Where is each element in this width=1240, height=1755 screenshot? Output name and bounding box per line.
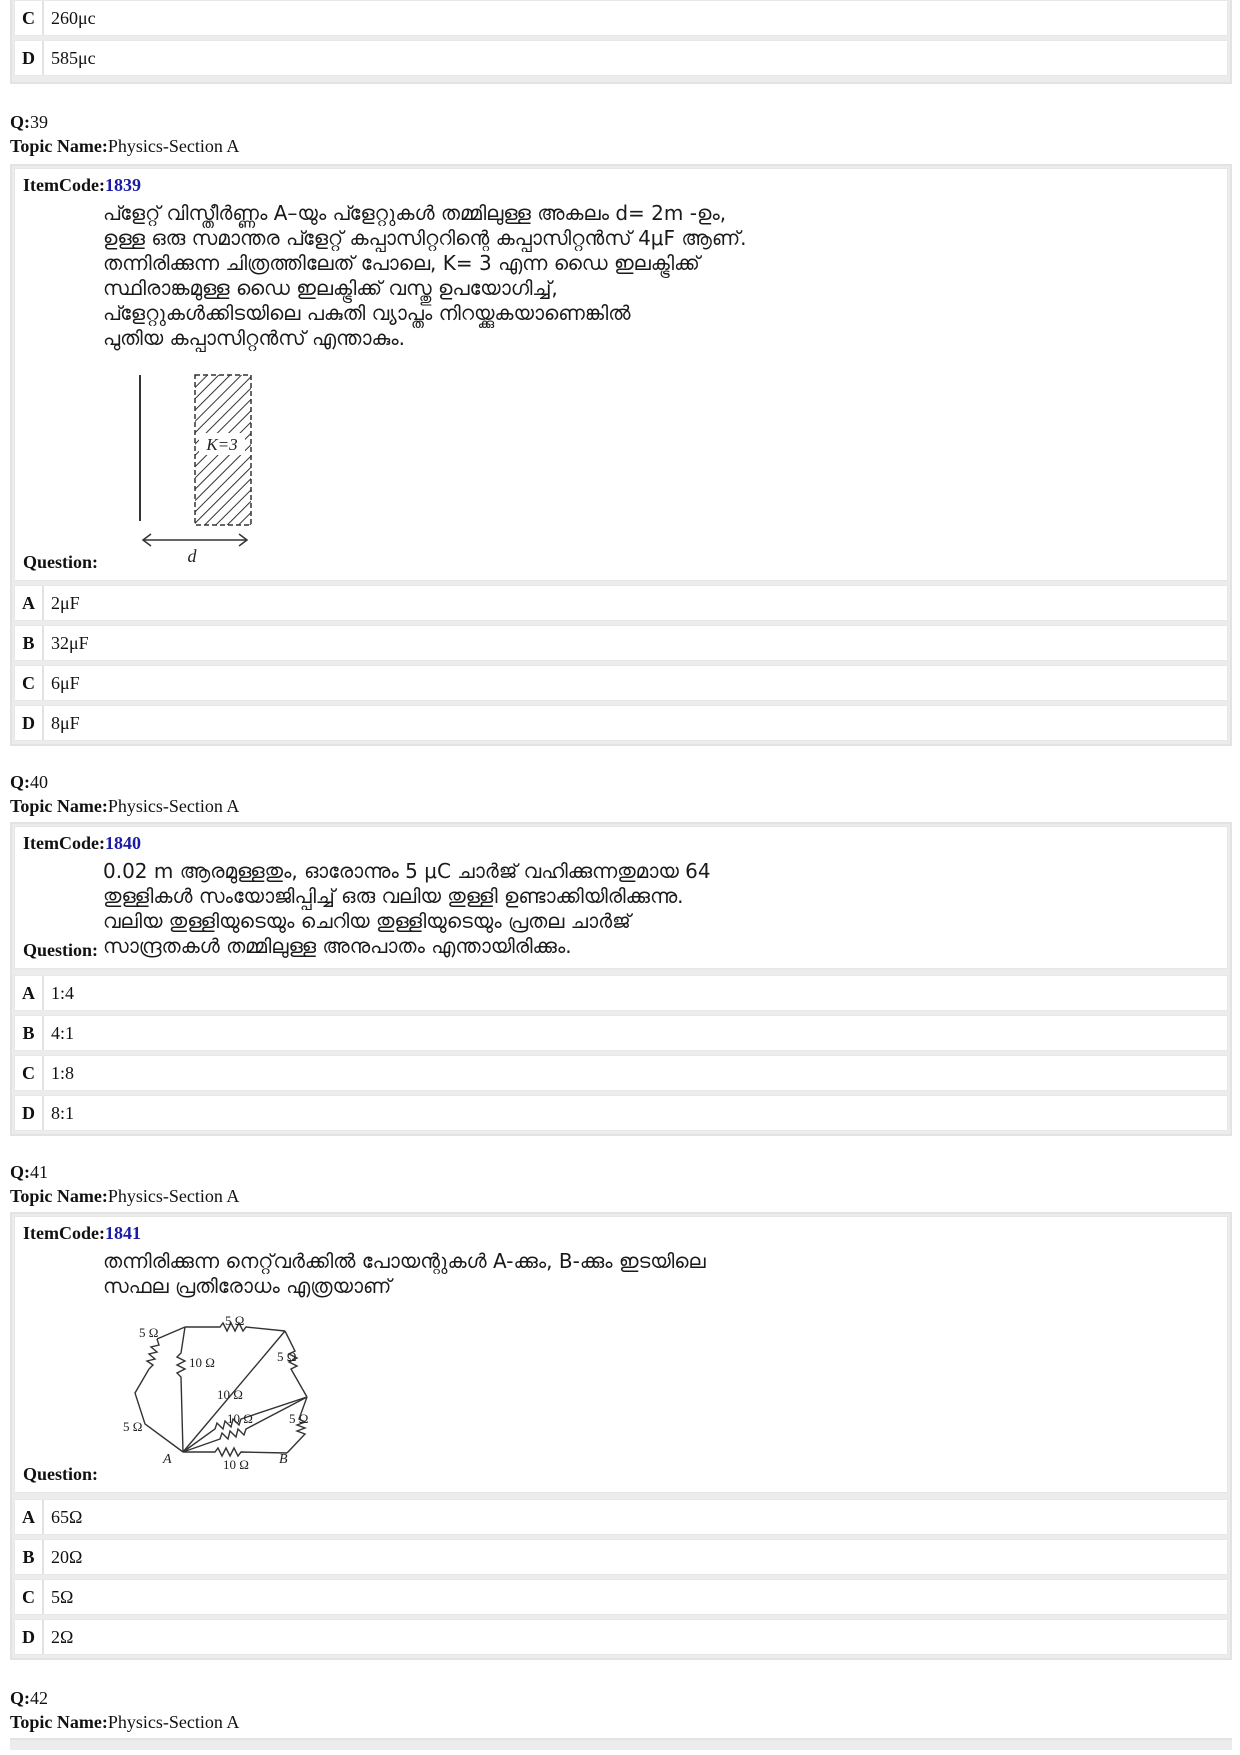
option-letter: C [15, 666, 44, 700]
question-label: Question: [23, 1464, 99, 1484]
option-c-row[interactable] [14, 665, 1228, 701]
resistor-bottom [183, 1448, 287, 1456]
q-label: Q: [10, 1162, 30, 1182]
text-line: വലിയ തുള്ളിയുടെയും ചെറിയ തുള്ളിയുടെയും പ്രതല ചാർജ് [103, 909, 631, 933]
resistor-right-upper [285, 1331, 307, 1397]
option-letter: B [15, 626, 44, 660]
option-value: 65Ω [51, 1507, 83, 1527]
option-letter: A [15, 586, 44, 620]
option-c-row[interactable] [14, 1055, 1228, 1091]
item-code [23, 175, 141, 196]
option-letter: B [15, 1540, 44, 1574]
item-code-label: ItemCode: [23, 1223, 105, 1243]
text-line: തന്നിരിക്കുന്ന ചിത്രത്തിലേത് പോലെ, K= 3 എന്ന ഡൈ ഇലക്ട്രിക്ക് [103, 251, 700, 275]
text-line: പ്ളേറ്റുകൾക്കിടയിലെ പകുതി വ്യാപ്തം നിറയ്ക്കുകയാണെങ്കിൽ [103, 301, 631, 325]
option-c-row[interactable] [14, 1579, 1228, 1615]
topic-label: Topic Name: [10, 1186, 108, 1206]
q-number: 39 [30, 112, 48, 132]
question-40-header [10, 770, 1232, 818]
option-value: 32μF [51, 633, 89, 653]
option-letter: D [15, 1620, 44, 1654]
option-letter: D [15, 41, 44, 75]
option-letter: C [15, 1056, 44, 1090]
q-number: 41 [30, 1162, 48, 1182]
text-line: 0.02 m ആരമുള്ളതും, ഓരോന്നും 5 μC ചാർജ് വഹിക്കുന്നതുമായ 64 [103, 859, 711, 883]
topic-line [10, 1710, 1232, 1734]
topic-name: Physics-Section A [107, 136, 240, 156]
option-a-row[interactable] [14, 1499, 1228, 1535]
capacitor-dielectric-figure [111, 369, 251, 569]
option-value: 1:8 [51, 1063, 75, 1083]
q-label: Q: [10, 772, 30, 792]
q-number: 42 [30, 1688, 48, 1708]
topic-line [10, 1184, 1232, 1208]
question-text [103, 859, 863, 959]
option-value: 5Ω [51, 1587, 74, 1607]
question-number-line [10, 770, 1232, 794]
q-label: Q: [10, 1688, 30, 1708]
question-42-header [10, 1686, 1232, 1734]
question-text [103, 1249, 863, 1299]
question-number-line [10, 1160, 1232, 1184]
option-value: 2Ω [51, 1627, 74, 1647]
topic-line [10, 794, 1232, 818]
text-line: ഉള്ള ഒരു സമാന്തര പ്ളേറ്റ് കപ്പാസിറ്ററിന്റെ കപ്പാസിറ്റൻസ് 4μF ആണ്. [103, 226, 747, 250]
option-c-row[interactable] [14, 0, 1228, 36]
topic-label: Topic Name: [10, 136, 108, 156]
text-line: തന്നിരിക്കുന്ന നെറ്റ്‌വർക്കിൽ പോയന്റുകൾ A-ക്കും, B-ക്കും ഇടയിലെ [103, 1249, 706, 1273]
option-b-row[interactable] [14, 1539, 1228, 1575]
question-40-card [10, 822, 1232, 1136]
text-line: സഫല പ്രതിരോധം എത്രയാണ് [103, 1274, 392, 1298]
option-value: 6μF [51, 673, 80, 693]
point-b-label: B [279, 1452, 288, 1467]
text-line: പുതിയ കപ്പാസിറ്റൻസ് എന്താകും. [103, 326, 406, 350]
question-41-card [10, 1212, 1232, 1660]
question-cell [14, 1216, 1228, 1493]
resistor-label: 5 Ω [289, 1411, 309, 1426]
question-39-header [10, 110, 1232, 158]
option-letter: B [15, 1016, 44, 1050]
option-letter: A [15, 1500, 44, 1534]
option-d-row[interactable] [14, 40, 1228, 76]
option-value: 8:1 [51, 1103, 75, 1123]
option-letter: A [15, 976, 44, 1010]
resistor-label: 10 Ω [223, 1457, 249, 1472]
item-code-label: ItemCode: [23, 175, 105, 195]
question-label: Question: [23, 552, 99, 572]
option-value: 585μc [51, 48, 96, 68]
question-38-options-card [10, 0, 1232, 84]
option-letter: C [15, 1580, 44, 1614]
option-d-row[interactable] [14, 705, 1228, 741]
question-42-card-top-edge [10, 1738, 1232, 1750]
option-d-row[interactable] [14, 1619, 1228, 1655]
item-code-value: 1841 [104, 1223, 141, 1243]
topic-label: Topic Name: [10, 796, 108, 816]
topic-name: Physics-Section A [107, 1186, 240, 1206]
option-d-row[interactable] [14, 1095, 1228, 1131]
q-number: 40 [30, 772, 48, 792]
question-number-line [10, 1686, 1232, 1710]
option-letter: D [15, 706, 44, 740]
resistor-network-figure [123, 1313, 365, 1482]
resistor-label: 5 Ω [277, 1349, 297, 1364]
option-value: 2μF [51, 593, 80, 613]
topic-name: Physics-Section A [107, 796, 240, 816]
text-line: സാന്ദ്രതകൾ തമ്മിലുള്ള അനുപാതം എന്തായിരിക്കും. [103, 934, 572, 958]
topic-label: Topic Name: [10, 1712, 108, 1732]
option-value: 8μF [51, 713, 80, 733]
resistor-label: 10 Ω [189, 1355, 215, 1370]
question-41-header [10, 1160, 1232, 1208]
resistor-label: 5 Ω [225, 1313, 245, 1328]
distance-d-label: d [187, 546, 197, 566]
option-letter: D [15, 1096, 44, 1130]
item-code-label: ItemCode: [23, 833, 105, 853]
question-39-card [10, 164, 1232, 746]
option-a-row[interactable] [14, 975, 1228, 1011]
option-a-row[interactable] [14, 585, 1228, 621]
text-line: തുള്ളികൾ സംയോജിപ്പിച്ച് ഒരു വലിയ തുള്ളി ഉണ്ടാക്കിയിരിക്കുന്നു. [103, 884, 684, 908]
option-value: 20Ω [51, 1547, 83, 1567]
wire-upper-left [157, 1327, 185, 1339]
resistor-label: 5 Ω [139, 1325, 159, 1340]
resistor-label: 10 Ω [217, 1387, 243, 1402]
option-letter: C [15, 1, 44, 35]
resistor-inner-vertical [177, 1327, 185, 1452]
question-number-line [10, 110, 1232, 134]
item-code [23, 833, 141, 854]
resistor-label: 10 Ω [227, 1411, 253, 1426]
item-code-value: 1840 [104, 833, 141, 853]
option-value: 1:4 [51, 983, 75, 1003]
item-code [23, 1223, 141, 1244]
resistor-left-upper [147, 1339, 159, 1369]
question-label: Question: [23, 940, 99, 960]
question-text [103, 201, 863, 351]
wire-a-to-left [135, 1369, 183, 1452]
option-b-row[interactable] [14, 625, 1228, 661]
topic-line [10, 134, 1232, 158]
option-value: 4:1 [51, 1023, 75, 1043]
item-code-value: 1839 [104, 175, 141, 195]
q-label: Q: [10, 112, 30, 132]
option-value: 260μc [51, 8, 96, 28]
text-line: പ്ളേറ്റ് വിസ്തീർണ്ണം A–യും പ്ളേറ്റുകൾ തമ്മിലുള്ള അകലം d= 2m -ഉം, [103, 201, 727, 225]
option-b-row[interactable] [14, 1015, 1228, 1051]
question-cell [14, 826, 1228, 969]
dielectric-k-label: K=3 [206, 435, 238, 454]
question-cell [14, 168, 1228, 581]
topic-name: Physics-Section A [107, 1712, 240, 1732]
text-line: സ്ഥിരാങ്കമുള്ള ഡൈ ഇലക്ട്രിക്ക് വസ്തു ഉപയോഗിച്ച്, [103, 276, 558, 300]
point-a-label: A [163, 1452, 172, 1467]
resistor-label: 5 Ω [123, 1419, 143, 1434]
